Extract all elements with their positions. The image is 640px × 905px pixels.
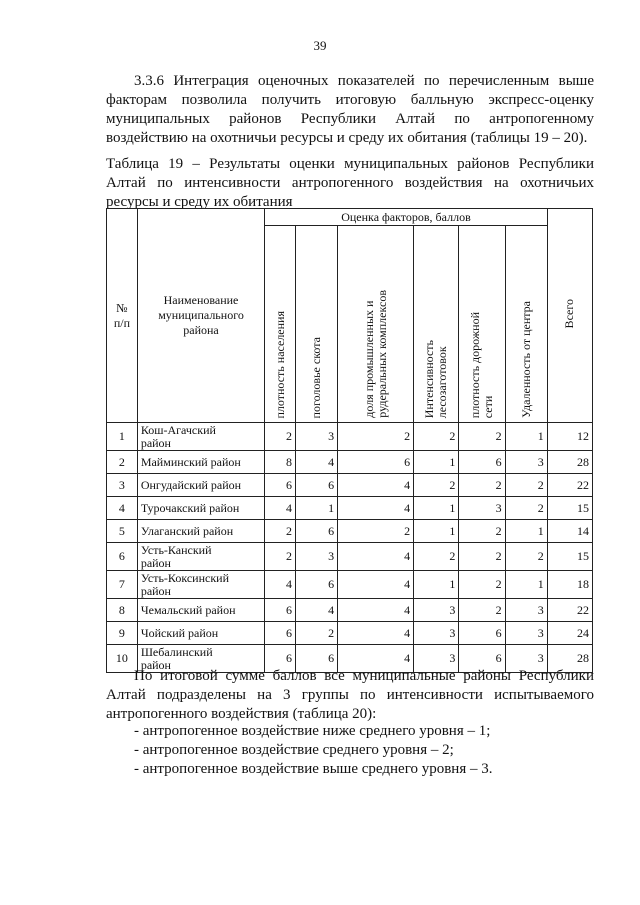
factor-score: 8 [265,451,296,474]
total-score: 14 [547,520,592,543]
factor-score: 2 [265,543,296,571]
intro-line: факторам позволила получить итоговую балльную экспресс-оценку [106,92,594,108]
factor-score: 2 [265,520,296,543]
header-district-name: Наименование муниципального района [137,209,264,423]
total-score: 15 [547,543,592,571]
summary-line: По итоговой сумме баллов все муниципальные районы Республики [134,668,594,684]
district-name: Усть-Канский район [137,543,264,571]
row-number: 8 [107,599,138,622]
factor-score: 6 [265,599,296,622]
header-factor: плотность населения [265,226,296,423]
table-row [107,622,593,645]
factor-score: 3 [296,543,338,571]
header-factor-group: Оценка факторов, баллов [265,209,548,226]
summary-paragraph [106,667,594,724]
intro-paragraph [106,72,594,148]
caption-line: Алтай по интенсивности антропогенного воздействия на охотничьих [106,175,594,191]
table-row [107,543,593,571]
summary-line: Алтай подразделены на 3 группы по интенсивности испытываемого [106,687,594,703]
factor-score: 1 [414,571,459,599]
factor-score: 4 [296,599,338,622]
factor-score: 4 [265,571,296,599]
results-table [106,208,593,673]
group-list [134,722,492,779]
row-number: 3 [107,474,138,497]
table-caption [106,155,594,212]
district-name: Кош-Агачский район [137,423,264,451]
table-row [107,423,593,451]
district-name: Улаганский район [137,520,264,543]
row-number: 10 [107,645,138,673]
factor-score: 2 [459,474,505,497]
total-score: 12 [547,423,592,451]
total-score: 28 [547,645,592,673]
district-name: Турочакский район [137,497,264,520]
factor-score: 2 [459,571,505,599]
total-score: 28 [547,451,592,474]
factor-score: 2 [338,423,414,451]
factor-score: 2 [459,543,505,571]
factor-score: 6 [296,520,338,543]
table-row [107,571,593,599]
factor-score: 2 [265,423,296,451]
intro-line: муниципальных районов Республики Алтай по антропогенному [106,111,594,127]
district-name: Майминский район [137,451,264,474]
factor-score: 4 [338,474,414,497]
intro-line: воздействию на охотничьи ресурсы и среду их обитания (таблицы 19 – 20). [106,130,588,146]
total-score: 18 [547,571,592,599]
table-row [107,474,593,497]
row-number: 2 [107,451,138,474]
factor-score: 4 [296,451,338,474]
district-name: Усть-Коксинский район [137,571,264,599]
factor-score: 2 [459,599,505,622]
list-item: - антропогенное воздействие среднего уровня – 2; [134,742,454,758]
factor-score: 1 [505,571,547,599]
factor-score: 1 [296,497,338,520]
factor-score: 4 [338,622,414,645]
district-name: Чемальский район [137,599,264,622]
factor-score: 1 [505,423,547,451]
district-name: Чойский район [137,622,264,645]
factor-score: 6 [459,622,505,645]
factor-score: 2 [338,520,414,543]
header-factor: поголовье скота [296,226,338,423]
factor-score: 3 [414,599,459,622]
header-factor: плотность дорожной сети [459,226,505,423]
row-number: 7 [107,571,138,599]
factor-score: 2 [459,423,505,451]
factor-score: 6 [338,451,414,474]
factor-score: 4 [338,645,414,673]
header-factor: Интенсивность лесозаготовок [414,226,459,423]
row-number: 6 [107,543,138,571]
header-factor: Удаленность от центра [505,226,547,423]
row-number: 9 [107,622,138,645]
factor-score: 1 [505,520,547,543]
factor-score: 2 [414,474,459,497]
intro-line: 3.3.6 Интеграция оценочных показателей по перечисленным выше [134,73,594,89]
total-score: 24 [547,622,592,645]
row-number: 5 [107,520,138,543]
factor-score: 4 [265,497,296,520]
factor-score: 2 [414,543,459,571]
table-row [107,451,593,474]
factor-score: 2 [296,622,338,645]
caption-line: Таблица 19 – Результаты оценки муниципальных районов Республики [106,156,594,172]
summary-line: антропогенного воздействия (таблица 20): [106,706,377,722]
factor-score: 6 [265,645,296,673]
factor-score: 4 [338,599,414,622]
factor-score: 6 [296,571,338,599]
factor-score: 6 [265,474,296,497]
row-number: 1 [107,423,138,451]
total-score: 22 [547,599,592,622]
factor-score: 3 [505,451,547,474]
factor-score: 1 [414,520,459,543]
header-total: Всего [547,209,592,423]
caption-line: ресурсы и среду их обитания [106,194,293,210]
header-factor: доля промышленных и рудеральных комплексов [338,226,414,423]
list-item: - антропогенное воздействие выше среднего уровня – 3. [134,761,493,777]
factor-score: 1 [414,451,459,474]
factor-score: 2 [505,474,547,497]
total-score: 22 [547,474,592,497]
factor-score: 2 [459,520,505,543]
page-number: 39 [313,38,327,53]
factor-score: 4 [338,497,414,520]
factor-score: 2 [505,543,547,571]
factor-score: 3 [414,622,459,645]
district-name: Шебалинский район [137,645,264,673]
factor-score: 4 [338,543,414,571]
factor-score: 3 [414,645,459,673]
factor-score: 6 [459,451,505,474]
factor-score: 3 [505,645,547,673]
header-number: № п/п [107,209,138,423]
table-row [107,497,593,520]
table-row [107,599,593,622]
factor-score: 3 [505,599,547,622]
total-score: 15 [547,497,592,520]
district-name: Онгудайский район [137,474,264,497]
row-number: 4 [107,497,138,520]
list-item: - антропогенное воздействие ниже среднего уровня – 1; [134,723,491,739]
factor-score: 6 [459,645,505,673]
factor-score: 3 [296,423,338,451]
factor-score: 6 [296,474,338,497]
factor-score: 3 [505,622,547,645]
factor-score: 6 [296,645,338,673]
factor-score: 3 [459,497,505,520]
factor-score: 2 [505,497,547,520]
factor-score: 2 [414,423,459,451]
table-row [107,520,593,543]
factor-score: 4 [338,571,414,599]
factor-score: 1 [414,497,459,520]
factor-score: 6 [265,622,296,645]
